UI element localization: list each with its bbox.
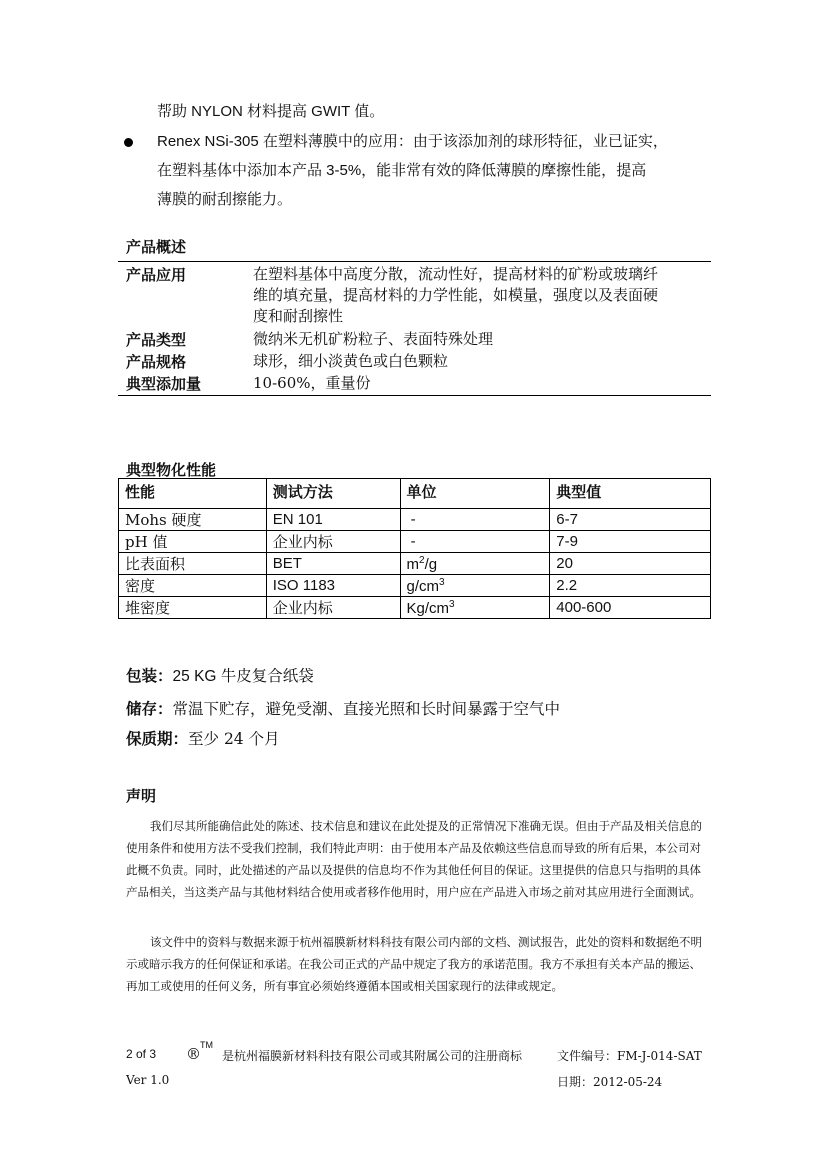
table-cell: pH 值	[119, 531, 267, 553]
packaging-line	[126, 664, 314, 686]
statement-paragraph-2: 该文件中的资料与数据来源于杭州福膜新材料科技有限公司内部的文档、测试报告，此处的资料和数据绝不明示或暗示我方的任何保证和承诺。在我公司正式的产品中规定了我方的承诺范围。我方不承担有关本产品的搬运、再加工或使用的任何义务，所有事宜必须始终遵循本国或相关国家现行的法律或规定。	[126, 935, 702, 993]
packaging-value: 25 KG 牛皮复合纸袋	[172, 668, 314, 685]
table-cell: EN 101	[266, 509, 400, 531]
packaging-label: 包装：	[126, 666, 173, 685]
table-cell: 400-600	[550, 597, 711, 619]
table-row	[119, 531, 711, 553]
table-cell-unit: $g/cm^3$	[400, 575, 550, 597]
version: Ver 1.0	[126, 1073, 170, 1087]
overview-value-line: 维的填充量，提高材料的力学性能，如模量，强度以及表面硬	[253, 286, 659, 304]
table-header-cell: 性能	[119, 479, 267, 509]
trademark-statement: 是杭州福膜新材料科技有限公司或其附属公司的注册商标	[222, 1049, 523, 1063]
table-cell-unit: $m^2/g$	[400, 553, 550, 575]
overview-value-line: 10-60%，重量份	[253, 374, 371, 392]
registered-mark-icon: ®	[186, 1045, 201, 1063]
overview-key: 典型添加量	[126, 375, 202, 393]
table-cell: 密度	[119, 575, 267, 597]
intro-line: 帮助 NYLON 材料提高 GWIT 值。	[157, 103, 385, 120]
page-number: 2 of 3	[126, 1047, 157, 1061]
overview-key: 产品类型	[126, 331, 187, 349]
table-row	[119, 553, 711, 575]
statement-paragraph-1: 我们尽其所能确信此处的陈述、技术信息和建议在此处提及的正常情况下准确无误。但由于产品及相关信息的使用条件和使用方法不受我们控制，我们特此声明：由于使用本产品及依赖这些信息而导致的所有后果，本公司对此概不负责。同时，此处描述的产品以及提供的信息均不作为其他任何目的保证。这里提供的信息只与指明的具体产品相关，当这类产品与其他材料结合使用或者移作他用时，用户应在产品进入市场之前对其应用进行全面测试。	[126, 819, 702, 899]
table-cell: 7-9	[550, 531, 711, 553]
overview-value-line: 度和耐刮擦性	[253, 307, 344, 325]
storage-value: 常温下贮存，避免受潮、直接光照和长时间暴露于空气中	[172, 700, 561, 718]
overview-title: 产品概述	[126, 238, 187, 256]
shelf-life-value: 至少 24 个月	[188, 730, 280, 748]
bullet-icon	[124, 138, 133, 147]
table-cell: -	[400, 531, 550, 553]
table-row	[119, 509, 711, 531]
storage-label: 储存：	[126, 699, 173, 718]
document-date: 日期：2012-05-24	[557, 1075, 663, 1089]
bullet-text-line-3: 薄膜的耐刮擦能力。	[157, 191, 293, 208]
table-cell: 20	[550, 553, 711, 575]
bullet-text-line-2: 在塑料基体中添加本产品 3-5%，能非常有效的降低薄膜的摩擦性能，提高	[157, 162, 647, 179]
shelf-life-label: 保质期：	[126, 729, 189, 748]
properties-table	[118, 478, 711, 619]
table-cell: 6-7	[550, 509, 711, 531]
table-cell: Mohs 硬度	[119, 509, 267, 531]
table-cell: 堆密度	[119, 597, 267, 619]
table-header-cell: 测试方法	[266, 479, 400, 509]
table-row	[119, 575, 711, 597]
overview-key: 产品规格	[126, 353, 187, 371]
overview-value-line: 微纳米无机矿粉粒子、表面特殊处理	[253, 330, 494, 348]
table-cell: BET	[266, 553, 400, 575]
overview-value-line: 在塑料基体中高度分散，流动性好，提高材料的矿粉或玻璃纤	[253, 265, 659, 283]
table-cell: ISO 1183	[266, 575, 400, 597]
document-number: 文件编号：FM-J-014-SAT	[557, 1049, 702, 1063]
overview-bottom-rule	[118, 395, 711, 396]
table-cell: 企业内标	[266, 531, 400, 553]
table-cell: -	[400, 509, 550, 531]
overview-value-line: 球形，细小淡黄色或白色颗粒	[253, 352, 449, 370]
properties-title: 典型物化性能	[126, 461, 217, 479]
table-header-cell: 单位	[400, 479, 550, 509]
shelf-life-line	[126, 727, 280, 749]
table-cell: 2.2	[550, 575, 711, 597]
table-header-cell: 典型值	[550, 479, 711, 509]
table-header-row	[119, 479, 711, 509]
table-cell-unit: $Kg/cm^3$	[400, 597, 550, 619]
overview-key: 产品应用	[126, 266, 187, 284]
overview-top-rule	[118, 261, 711, 262]
statement-title: 声明	[126, 787, 157, 805]
table-cell: 企业内标	[266, 597, 400, 619]
table-cell: 比表面积	[119, 553, 267, 575]
bullet-text-line-1: Renex NSi-305 在塑料薄膜中的应用：由于该添加剂的球形特征，业已证实，	[157, 133, 668, 150]
table-row	[119, 597, 711, 619]
storage-line	[126, 697, 560, 719]
trademark-mark: TM	[200, 1040, 213, 1050]
